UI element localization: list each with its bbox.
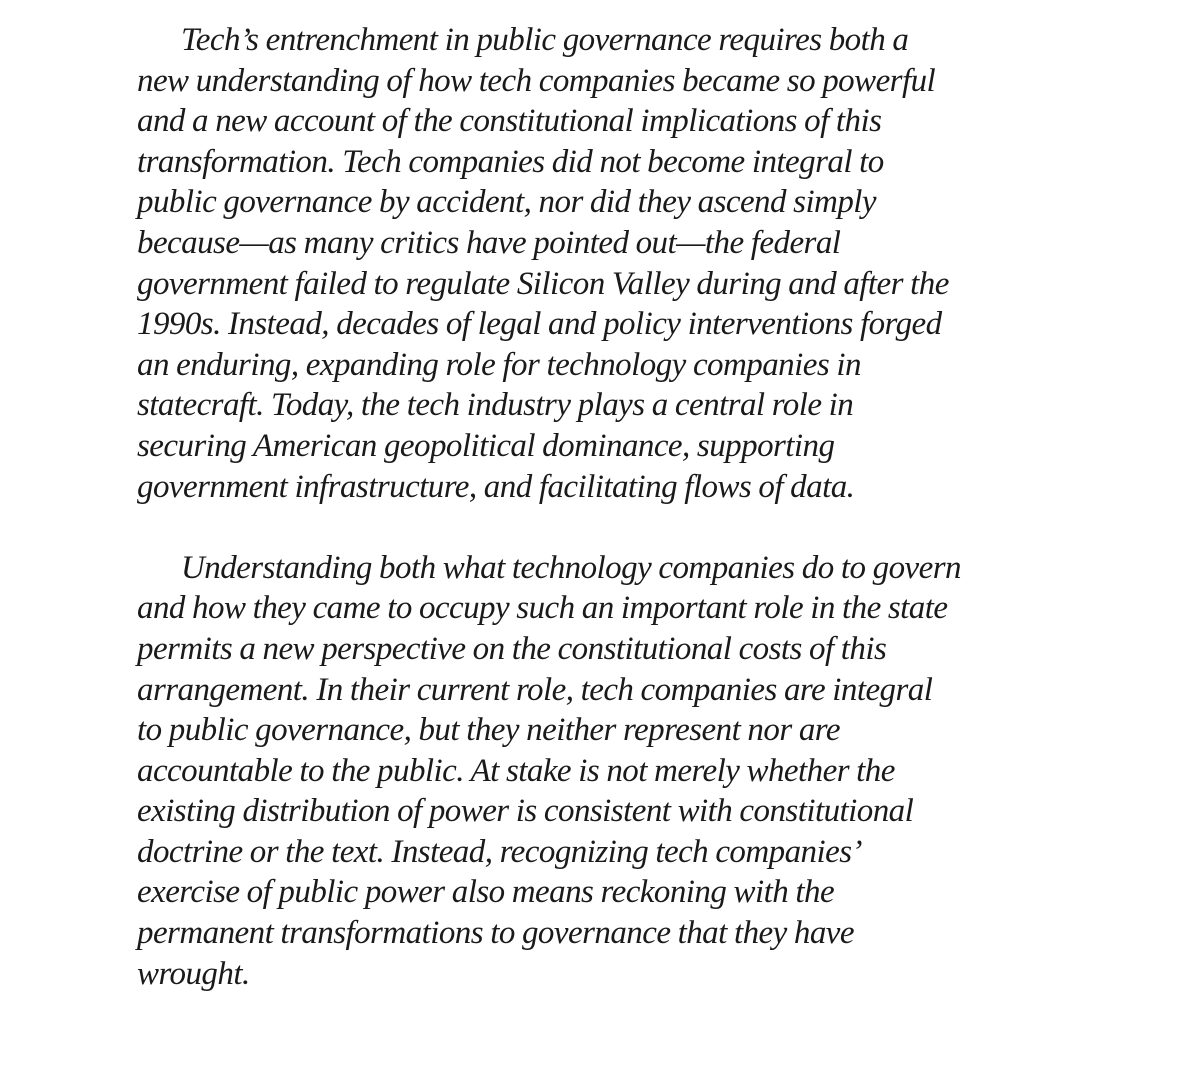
paragraph-line: existing distribution of power is consistent with constitutional [137,793,914,830]
paragraph-line: government failed to regulate Silicon Valley during and after the [137,265,949,302]
paragraph-line: doctrine or the text. Instead, recognizing tech companies’ [137,833,862,870]
paragraph-line: and how they came to occupy such an important role in the state [137,590,948,627]
paragraph-line: exercise of public power also means reckoning with the [137,874,835,911]
paragraph-line: accountable to the public. At stake is not merely whether the [137,752,895,789]
paragraph-line: statecraft. Today, the tech industry plays a central role in [137,387,854,424]
paragraph-2 [137,548,1047,995]
paragraph-line: government infrastructure, and facilitating flows of data. [137,468,855,505]
paragraph-line: Tech’s entrenchment in public governance requires both a [181,22,909,58]
paragraph-line: an enduring, expanding role for technology companies in [137,346,861,383]
paragraph-line: public governance by accident, nor did they ascend simply [137,184,877,221]
paragraph-line: wrought. [137,955,250,992]
paragraph-line: to public governance, but they neither represent nor are [137,712,840,749]
paragraph-line: permits a new perspective on the constitutional costs of this [137,630,887,667]
paragraph-line: permanent transformations to governance that they have [137,915,855,952]
paragraph-1 [137,20,1047,507]
paragraph-line: and a new account of the constitutional implications of this [137,103,882,140]
paragraph-line: transformation. Tech companies did not become integral to [137,143,884,180]
document-page [137,20,1047,994]
paragraph-line: securing American geopolitical dominance, supporting [137,427,835,464]
paragraph-line: because—as many critics have pointed out—the federal [137,224,841,261]
paragraph-line: new understanding of how tech companies became so powerful [137,62,936,99]
paragraph-line: Understanding both what technology companies do to govern [181,549,961,586]
paragraph-line: arrangement. In their current role, tech companies are integral [137,671,933,708]
paragraph-line: 1990s. Instead, decades of legal and policy interventions forged [137,306,942,343]
